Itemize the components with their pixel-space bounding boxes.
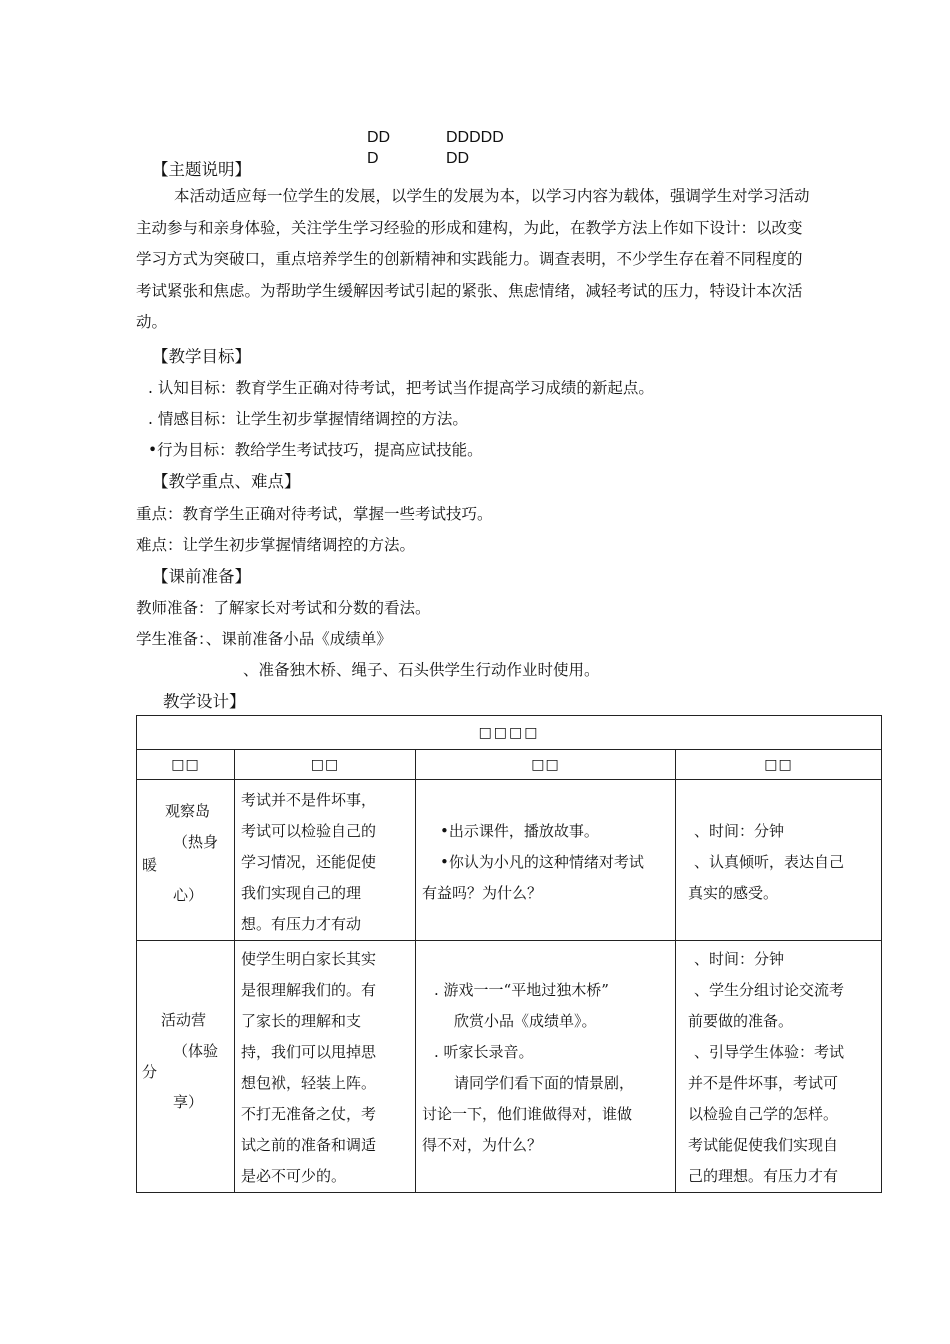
row-1-goal-line-3: 学习情况，还能促使 bbox=[241, 853, 377, 871]
row-1-label-line-2: （热身 bbox=[173, 833, 219, 851]
header-box-1 bbox=[367, 127, 390, 169]
table-row bbox=[137, 780, 882, 941]
row-1-process bbox=[416, 780, 676, 941]
row-2-process-line-5: 讨论一下，他们谁做得对，谁做 bbox=[422, 1105, 633, 1123]
row-2-label-line-3: 分 bbox=[142, 1063, 158, 1081]
row-1-notes-line-2: 、认真倾听，表达自己 bbox=[694, 853, 845, 871]
row-2-label-line-2: （体验 bbox=[173, 1042, 219, 1060]
row-2-goal-line-3: 了家长的理解和支 bbox=[241, 1012, 362, 1030]
row-1-goal-line-4: 我们实现自己的理 bbox=[241, 884, 362, 902]
header-box-1-line-1: DD bbox=[367, 129, 391, 146]
header-box-2-line-1: DDDDD bbox=[446, 129, 504, 146]
row-2-process-line-4: 请同学们看下面的情景剧， bbox=[454, 1074, 635, 1092]
table-row bbox=[137, 941, 882, 1193]
table-title-row bbox=[137, 716, 882, 750]
row-2-goal-line-7: 试之前的准备和调适 bbox=[241, 1136, 377, 1154]
row-2-goal-line-8: 是必不可少的。 bbox=[241, 1167, 347, 1185]
theme-paragraph bbox=[136, 181, 810, 339]
row-2-goal bbox=[235, 941, 416, 1193]
table-title: □□□□ bbox=[137, 716, 882, 750]
row-1-goal bbox=[235, 780, 416, 941]
row-1-label-line-4: 心） bbox=[173, 886, 204, 904]
design-heading: 教学设计】 bbox=[163, 692, 246, 711]
row-1-label bbox=[137, 780, 235, 941]
row-2-goal-line-5: 想包袱，轻装上阵。 bbox=[241, 1074, 377, 1092]
row-2-goal-line-6: 不打无准备之仗，考 bbox=[241, 1105, 377, 1123]
goal-emotional: . 情感目标：让学生初步掌握情绪调控的方法。 bbox=[148, 410, 468, 428]
difficult-point: 难点：让学生初步掌握情绪调控的方法。 bbox=[136, 536, 416, 554]
teacher-prep: 教师准备：了解家长对考试和分数的看法。 bbox=[136, 599, 431, 617]
key-point: 重点：教育学生正确对待考试，掌握一些考试技巧。 bbox=[136, 505, 493, 523]
row-2-label-line-4: 享） bbox=[173, 1093, 204, 1111]
goal-cognitive: . 认知目标：教育学生正确对待考试，把考试当作提高学习成绩的新起点。 bbox=[148, 379, 654, 397]
row-2-notes-line-4: 、引导学生体验：考试 bbox=[694, 1043, 845, 1061]
row-1-notes bbox=[676, 780, 882, 941]
row-2-notes-line-1: 、时间：分钟 bbox=[694, 950, 785, 968]
row-1-notes-line-3: 真实的感受。 bbox=[688, 884, 779, 902]
header-box-1-line-2: D bbox=[367, 150, 379, 167]
row-2-notes-line-8: 己的理想。有压力才有 bbox=[688, 1167, 839, 1185]
row-2-process-line-6: 得不对，为什么？ bbox=[422, 1136, 543, 1154]
row-2-notes-line-5: 并不是件坏事，考试可 bbox=[688, 1074, 839, 1092]
student-prep-1: 学生准备：、课前准备小品《成绩单》 bbox=[136, 630, 392, 648]
row-1-goal-line-1: 考试并不是件坏事， bbox=[241, 791, 377, 809]
row-1-process-line-2: •你认为小凡的这种情绪对考试 bbox=[440, 853, 644, 871]
row-2-goal-line-1: 使学生明白家长其实 bbox=[241, 950, 377, 968]
row-2-goal-line-2: 是很理解我们的。有 bbox=[241, 981, 377, 999]
theme-line-1: 本活动适应每一位学生的发展，以学生的发展为本，以学习内容为载体，强调学生对学习活动 bbox=[174, 187, 810, 205]
prep-heading: 【课前准备】 bbox=[152, 567, 251, 586]
row-1-label-line-3: 暖 bbox=[142, 856, 158, 874]
row-2-notes-line-3: 前要做的准备。 bbox=[688, 1012, 794, 1030]
row-2-label bbox=[137, 941, 235, 1193]
row-2-process bbox=[416, 941, 676, 1193]
row-1-process-line-1: •出示课件，播放故事。 bbox=[440, 822, 599, 840]
student-prep-2: 、准备独木桥、绳子、石头供学生行动作业时使用。 bbox=[243, 661, 600, 679]
theme-line-3: 学习方式为突破口，重点培养学生的创新精神和实践能力。调查表明，不少学生存在着不同程度的 bbox=[136, 250, 803, 268]
header-box-2 bbox=[446, 127, 504, 169]
key-heading: 【教学重点、难点】 bbox=[152, 472, 301, 491]
theme-heading: 【主题说明】 bbox=[152, 160, 251, 179]
row-2-goal-line-4: 持，我们可以甩掉思 bbox=[241, 1043, 377, 1061]
row-2-notes-line-7: 考试能促使我们实现自 bbox=[688, 1136, 839, 1154]
goals-heading: 【教学目标】 bbox=[152, 347, 251, 366]
header-col-2: □□ bbox=[235, 750, 416, 780]
theme-line-4: 考试紧张和焦虑。为帮助学生缓解因考试引起的紧张、焦虑情绪，减轻考试的压力，特设计本次活 bbox=[136, 281, 803, 300]
design-table bbox=[136, 715, 882, 1193]
row-1-process-line-3: 有益吗？为什么？ bbox=[422, 884, 543, 902]
table-header-row bbox=[137, 750, 882, 780]
header-col-3: □□ bbox=[416, 750, 676, 780]
theme-line-2: 主动参与和亲身体验，关注学生学习经验的形成和建构，为此，在教学方法上作如下设计：以改变 bbox=[136, 218, 803, 237]
row-2-process-line-3: . 听家长录音。 bbox=[434, 1043, 534, 1061]
theme-line-5: 动。 bbox=[136, 313, 168, 331]
row-2-notes bbox=[676, 941, 882, 1193]
header-col-1: □□ bbox=[137, 750, 235, 780]
row-2-label-line-1: 活动营 bbox=[161, 1011, 207, 1029]
row-2-notes-line-2: 、学生分组讨论交流考 bbox=[694, 981, 845, 999]
row-2-process-line-2: 欣赏小品《成绩单》。 bbox=[454, 1012, 597, 1030]
row-2-notes-line-6: 以检验自己学的怎样。 bbox=[688, 1105, 839, 1123]
row-1-goal-line-2: 考试可以检验自己的 bbox=[241, 822, 377, 840]
header-col-4: □□ bbox=[676, 750, 882, 780]
row-1-goal-line-5: 想。有压力才有动 bbox=[241, 915, 362, 933]
row-1-label-line-1: 观察岛 bbox=[165, 802, 211, 820]
row-2-process-line-1: . 游戏一一“平地过独木桥” bbox=[434, 981, 609, 999]
goal-behavior: •行为目标：教给学生考试技巧，提高应试技能。 bbox=[148, 441, 483, 459]
header-box-2-line-2: DD bbox=[446, 150, 470, 167]
row-1-notes-line-1: 、时间：分钟 bbox=[694, 822, 785, 840]
